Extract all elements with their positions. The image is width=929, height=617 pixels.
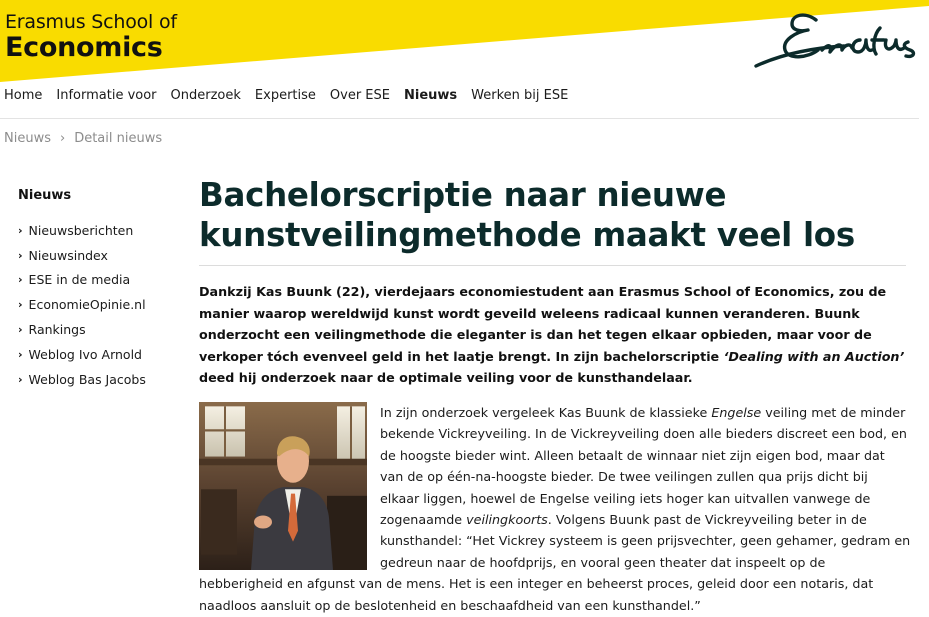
body-italic-engelse: Engelse: [711, 405, 762, 420]
chevron-right-icon: ›: [18, 372, 23, 386]
nav-item-expertise[interactable]: Expertise: [254, 88, 316, 103]
speaker-photo: [199, 402, 367, 570]
body-text-2: veiling met de minder bekende Vickreyveiling. In de Vickreyveiling doen alle bieders discreet een bod, en de hoogste bieder wint. Alleen betaalt de winnaar niet zijn eigen bod, maar dat van de op één-na-hoogste bieder. De twee veilingen zullen qua prijs dicht bij elkaar liggen, hoewel de Engelse veiling iets hoger kan uitvallen vanwege de zogenaamde: [380, 405, 907, 528]
chevron-right-icon: ›: [18, 323, 23, 337]
breadcrumb: [4, 131, 162, 146]
sidebar-item-label: Nieuwsindex: [28, 247, 108, 263]
title-divider: [199, 265, 906, 266]
sidebar-item-weblog-ivo-arnold[interactable]: [18, 342, 178, 367]
body-text-1: In zijn onderzoek vergeleek Kas Buunk de klassieke: [380, 405, 712, 420]
article-title: Bachelorscriptie naar nieuwe kunstveilingmethode maakt veel los: [199, 176, 855, 254]
chevron-right-icon: ›: [18, 347, 23, 361]
chevron-right-icon: ›: [18, 223, 23, 237]
site-brand[interactable]: [5, 11, 177, 63]
sidebar-item-ese-in-de-media[interactable]: [18, 268, 178, 293]
chevron-right-icon: ›: [18, 248, 23, 262]
sidebar-item-label: Weblog Ivo Arnold: [28, 346, 142, 362]
lead-thesis-title: ‘Dealing with an Auction’: [723, 348, 905, 364]
lead-text-end: deed hij onderzoek naar de optimale veiling voor de kunsthandelaar.: [199, 370, 693, 385]
body-text-3: . Volgens Buunk past de Vickreyveiling beter in de kunsthandel: “Het Vickrey systeem is geen prijsvechter, geen gehamer, gedram en gedreun naar de hoofdprijs, en vooral geen theater dat inspeelt op de hebberigheid en afgunst van de mens. Het is een integer en beheerst proces, geleid door een notaris, dat naadloos aansluit op de beslotenheid en beschaafdheid van een kunsthandel.”: [199, 512, 911, 613]
breadcrumb-item-current: Detail nieuws: [74, 131, 163, 146]
chevron-right-icon: ›: [18, 273, 23, 287]
brand-line-1: Erasmus School of: [5, 11, 177, 33]
nav-item-werken-bij-ese[interactable]: Werken bij ESE: [471, 88, 569, 103]
chevron-right-icon: ›: [18, 298, 23, 312]
lead-text: Dankzij Kas Buunk (22), vierdejaars economiestudent aan Erasmus School of Economics, zou de manier waarop wereldwijd kunst wordt geveild weleens radicaal kunnen veranderen. Buunk onderzocht een veilingmethode die eleganter is dan het tegen elkaar opbieden, maar voor de verkoper tóch evenveel geld in het laatje brengt. In zijn bachelorscriptie: [199, 284, 887, 364]
sidebar-item-weblog-bas-jacobs[interactable]: [18, 367, 178, 392]
sidebar-item-label: Weblog Bas Jacobs: [28, 371, 146, 387]
nav-item-onderzoek[interactable]: Onderzoek: [170, 88, 241, 103]
nav-item-over-ese[interactable]: Over ESE: [329, 88, 390, 103]
sidebar-item-label: ESE in de media: [28, 272, 131, 288]
nav-item-home[interactable]: Home: [4, 88, 43, 103]
sidebar-item-economieopinie[interactable]: [18, 292, 178, 317]
sidebar-list: [18, 218, 178, 392]
sidebar-item-label: Nieuwsberichten: [28, 222, 134, 238]
article-body: [199, 402, 911, 616]
nav-divider: [0, 118, 919, 119]
body-italic-veilingkoorts: veilingkoorts: [466, 512, 548, 528]
sidebar: [18, 188, 178, 392]
article-lead: [199, 281, 911, 389]
chevron-right-icon: ›: [59, 131, 66, 146]
breadcrumb-item-nieuws[interactable]: Nieuws: [4, 131, 51, 146]
main-nav: [4, 87, 582, 105]
sidebar-item-label: EconomieOpinie.nl: [28, 297, 146, 313]
sidebar-item-nieuwsberichten[interactable]: [18, 218, 178, 243]
sidebar-item-label: Rankings: [28, 322, 86, 338]
sidebar-item-nieuwsindex[interactable]: [18, 243, 178, 268]
sidebar-item-rankings[interactable]: [18, 317, 178, 342]
nav-item-nieuws[interactable]: Nieuws: [403, 88, 458, 103]
brand-line-2: Economics: [5, 32, 163, 63]
erasmus-signature-logo[interactable]: [752, 10, 922, 72]
sidebar-title[interactable]: Nieuws: [18, 188, 72, 203]
nav-item-informatie-voor[interactable]: Informatie voor: [56, 88, 157, 103]
